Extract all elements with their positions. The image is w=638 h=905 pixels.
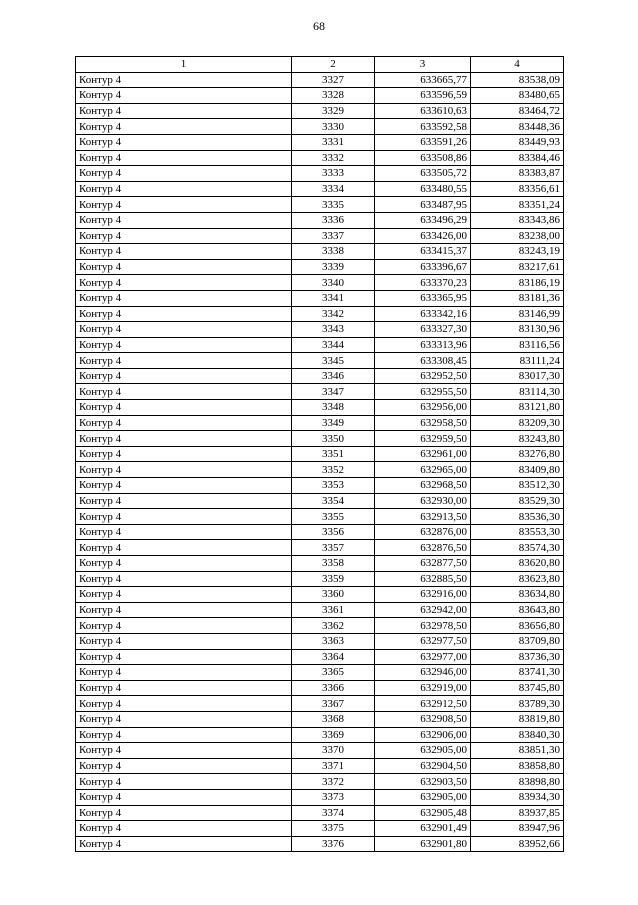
x-coordinate-cell: 632876,00	[375, 524, 471, 540]
table-row	[76, 493, 564, 509]
table-row	[76, 805, 564, 821]
point-number-cell: 3356	[292, 524, 375, 540]
x-coordinate-cell: 632958,50	[375, 415, 471, 431]
y-coordinate-cell: 83130,96	[471, 322, 564, 338]
x-coordinate-cell: 632955,50	[375, 384, 471, 400]
table-row	[76, 431, 564, 447]
contour-name-cell: Контур 4	[76, 836, 292, 852]
contour-name-cell: Контур 4	[76, 789, 292, 805]
table-row	[76, 337, 564, 353]
x-coordinate-cell: 633480,55	[375, 181, 471, 197]
x-coordinate-cell: 632903,50	[375, 774, 471, 790]
x-coordinate-cell: 632905,48	[375, 805, 471, 821]
contour-name-cell: Контур 4	[76, 743, 292, 759]
x-coordinate-cell: 632946,00	[375, 665, 471, 681]
y-coordinate-cell: 83449,93	[471, 134, 564, 150]
y-coordinate-cell: 83343,86	[471, 212, 564, 228]
y-coordinate-cell: 83858,80	[471, 758, 564, 774]
contour-name-cell: Контур 4	[76, 431, 292, 447]
x-coordinate-cell: 632956,00	[375, 400, 471, 416]
x-coordinate-cell: 633415,37	[375, 244, 471, 260]
contour-name-cell: Контур 4	[76, 103, 292, 119]
contour-name-cell: Контур 4	[76, 509, 292, 525]
contour-name-cell: Контур 4	[76, 633, 292, 649]
y-coordinate-cell: 83111,24	[471, 353, 564, 369]
table-header-row	[76, 57, 564, 73]
x-coordinate-cell: 633665,77	[375, 72, 471, 88]
table-row	[76, 602, 564, 618]
point-number-cell: 3330	[292, 119, 375, 135]
x-coordinate-cell: 632904,50	[375, 758, 471, 774]
point-number-cell: 3341	[292, 290, 375, 306]
contour-name-cell: Контур 4	[76, 197, 292, 213]
x-coordinate-cell: 633591,26	[375, 134, 471, 150]
point-number-cell: 3327	[292, 72, 375, 88]
y-coordinate-cell: 83512,30	[471, 478, 564, 494]
point-number-cell: 3357	[292, 540, 375, 556]
contour-name-cell: Контур 4	[76, 680, 292, 696]
x-coordinate-cell: 633496,29	[375, 212, 471, 228]
point-number-cell: 3373	[292, 789, 375, 805]
x-coordinate-cell: 632968,50	[375, 478, 471, 494]
contour-name-cell: Контур 4	[76, 462, 292, 478]
contour-name-cell: Контур 4	[76, 353, 292, 369]
y-coordinate-cell: 83116,56	[471, 337, 564, 353]
table-row	[76, 353, 564, 369]
contour-name-cell: Контур 4	[76, 821, 292, 837]
point-number-cell: 3353	[292, 478, 375, 494]
x-coordinate-cell: 633610,63	[375, 103, 471, 119]
point-number-cell: 3339	[292, 259, 375, 275]
x-coordinate-cell: 632959,50	[375, 431, 471, 447]
x-coordinate-cell: 632942,00	[375, 602, 471, 618]
point-number-cell: 3347	[292, 384, 375, 400]
table-row	[76, 166, 564, 182]
point-number-cell: 3366	[292, 680, 375, 696]
contour-name-cell: Контур 4	[76, 244, 292, 260]
contour-name-cell: Контур 4	[76, 478, 292, 494]
contour-name-cell: Контур 4	[76, 181, 292, 197]
point-number-cell: 3333	[292, 166, 375, 182]
x-coordinate-cell: 633365,95	[375, 290, 471, 306]
x-coordinate-cell: 632877,50	[375, 556, 471, 572]
table-row	[76, 197, 564, 213]
y-coordinate-cell: 83480,65	[471, 88, 564, 104]
y-coordinate-cell: 83741,30	[471, 665, 564, 681]
y-coordinate-cell: 83536,30	[471, 509, 564, 525]
point-number-cell: 3350	[292, 431, 375, 447]
y-coordinate-cell: 83789,30	[471, 696, 564, 712]
contour-name-cell: Контур 4	[76, 540, 292, 556]
contour-name-cell: Контур 4	[76, 774, 292, 790]
x-coordinate-cell: 632978,50	[375, 618, 471, 634]
y-coordinate-cell: 83384,46	[471, 150, 564, 166]
contour-name-cell: Контур 4	[76, 571, 292, 587]
y-coordinate-cell: 83351,24	[471, 197, 564, 213]
table-row	[76, 306, 564, 322]
point-number-cell: 3332	[292, 150, 375, 166]
contour-name-cell: Контур 4	[76, 524, 292, 540]
table-row	[76, 275, 564, 291]
point-number-cell: 3352	[292, 462, 375, 478]
table-row	[76, 509, 564, 525]
table-row	[76, 680, 564, 696]
x-coordinate-cell: 632912,50	[375, 696, 471, 712]
table-row	[76, 789, 564, 805]
table-row	[76, 649, 564, 665]
y-coordinate-cell: 83574,30	[471, 540, 564, 556]
y-coordinate-cell: 83898,80	[471, 774, 564, 790]
point-number-cell: 3331	[292, 134, 375, 150]
x-coordinate-cell: 632977,00	[375, 649, 471, 665]
point-number-cell: 3372	[292, 774, 375, 790]
table-row	[76, 665, 564, 681]
point-number-cell: 3349	[292, 415, 375, 431]
point-number-cell: 3342	[292, 306, 375, 322]
contour-name-cell: Контур 4	[76, 446, 292, 462]
table-row	[76, 290, 564, 306]
y-coordinate-cell: 83947,96	[471, 821, 564, 837]
point-number-cell: 3336	[292, 212, 375, 228]
point-number-cell: 3343	[292, 322, 375, 338]
y-coordinate-cell: 83243,80	[471, 431, 564, 447]
point-number-cell: 3346	[292, 368, 375, 384]
contour-name-cell: Контур 4	[76, 306, 292, 322]
point-number-cell: 3374	[292, 805, 375, 821]
x-coordinate-cell: 633370,23	[375, 275, 471, 291]
x-coordinate-cell: 633596,59	[375, 88, 471, 104]
y-coordinate-cell: 83238,00	[471, 228, 564, 244]
y-coordinate-cell: 83409,80	[471, 462, 564, 478]
table-body	[76, 72, 564, 852]
contour-name-cell: Контур 4	[76, 384, 292, 400]
x-coordinate-cell: 632965,00	[375, 462, 471, 478]
column-header-4: 4	[471, 57, 564, 73]
x-coordinate-cell: 632952,50	[375, 368, 471, 384]
contour-name-cell: Контур 4	[76, 711, 292, 727]
x-coordinate-cell: 633313,96	[375, 337, 471, 353]
point-number-cell: 3351	[292, 446, 375, 462]
y-coordinate-cell: 83553,30	[471, 524, 564, 540]
y-coordinate-cell: 83529,30	[471, 493, 564, 509]
point-number-cell: 3358	[292, 556, 375, 572]
contour-name-cell: Контур 4	[76, 322, 292, 338]
column-header-3: 3	[375, 57, 471, 73]
point-number-cell: 3369	[292, 727, 375, 743]
point-number-cell: 3360	[292, 587, 375, 603]
y-coordinate-cell: 83840,30	[471, 727, 564, 743]
x-coordinate-cell: 633327,30	[375, 322, 471, 338]
point-number-cell: 3362	[292, 618, 375, 634]
y-coordinate-cell: 83538,09	[471, 72, 564, 88]
contour-name-cell: Контур 4	[76, 88, 292, 104]
table-row	[76, 571, 564, 587]
table-row	[76, 400, 564, 416]
table-row	[76, 72, 564, 88]
table-row	[76, 478, 564, 494]
contour-name-cell: Контур 4	[76, 212, 292, 228]
table-row	[76, 368, 564, 384]
contour-name-cell: Контур 4	[76, 665, 292, 681]
y-coordinate-cell: 83383,87	[471, 166, 564, 182]
y-coordinate-cell: 83620,80	[471, 556, 564, 572]
y-coordinate-cell: 83448,36	[471, 119, 564, 135]
y-coordinate-cell: 83656,80	[471, 618, 564, 634]
contour-name-cell: Контур 4	[76, 727, 292, 743]
point-number-cell: 3335	[292, 197, 375, 213]
point-number-cell: 3354	[292, 493, 375, 509]
contour-name-cell: Контур 4	[76, 805, 292, 821]
table-row	[76, 556, 564, 572]
point-number-cell: 3334	[292, 181, 375, 197]
point-number-cell: 3370	[292, 743, 375, 759]
y-coordinate-cell: 83709,80	[471, 633, 564, 649]
y-coordinate-cell: 83643,80	[471, 602, 564, 618]
x-coordinate-cell: 632961,00	[375, 446, 471, 462]
contour-name-cell: Контур 4	[76, 556, 292, 572]
y-coordinate-cell: 83017,30	[471, 368, 564, 384]
contour-name-cell: Контур 4	[76, 368, 292, 384]
point-number-cell: 3364	[292, 649, 375, 665]
y-coordinate-cell: 83464,72	[471, 103, 564, 119]
x-coordinate-cell: 632901,80	[375, 836, 471, 852]
point-number-cell: 3361	[292, 602, 375, 618]
contour-name-cell: Контур 4	[76, 602, 292, 618]
y-coordinate-cell: 83186,19	[471, 275, 564, 291]
y-coordinate-cell: 83934,30	[471, 789, 564, 805]
contour-name-cell: Контур 4	[76, 415, 292, 431]
y-coordinate-cell: 83937,85	[471, 805, 564, 821]
contour-name-cell: Контур 4	[76, 337, 292, 353]
table-row	[76, 524, 564, 540]
contour-name-cell: Контур 4	[76, 400, 292, 416]
y-coordinate-cell: 83114,30	[471, 384, 564, 400]
y-coordinate-cell: 83634,80	[471, 587, 564, 603]
contour-name-cell: Контур 4	[76, 649, 292, 665]
contour-name-cell: Контур 4	[76, 134, 292, 150]
table-row	[76, 119, 564, 135]
point-number-cell: 3365	[292, 665, 375, 681]
table-row	[76, 587, 564, 603]
x-coordinate-cell: 633342,16	[375, 306, 471, 322]
point-number-cell: 3375	[292, 821, 375, 837]
contour-name-cell: Контур 4	[76, 290, 292, 306]
point-number-cell: 3329	[292, 103, 375, 119]
table-row	[76, 88, 564, 104]
point-number-cell: 3344	[292, 337, 375, 353]
table-row	[76, 259, 564, 275]
y-coordinate-cell: 83276,80	[471, 446, 564, 462]
table-row	[76, 540, 564, 556]
y-coordinate-cell: 83181,36	[471, 290, 564, 306]
x-coordinate-cell: 632919,00	[375, 680, 471, 696]
table-row	[76, 462, 564, 478]
table-row	[76, 633, 564, 649]
point-number-cell: 3345	[292, 353, 375, 369]
contour-name-cell: Контур 4	[76, 166, 292, 182]
point-number-cell: 3348	[292, 400, 375, 416]
point-number-cell: 3363	[292, 633, 375, 649]
table-row	[76, 244, 564, 260]
x-coordinate-cell: 632977,50	[375, 633, 471, 649]
contour-name-cell: Контур 4	[76, 758, 292, 774]
point-number-cell: 3371	[292, 758, 375, 774]
table-row	[76, 696, 564, 712]
column-header-1: 1	[76, 57, 292, 73]
contour-name-cell: Контур 4	[76, 259, 292, 275]
contour-name-cell: Контур 4	[76, 72, 292, 88]
table-row	[76, 415, 564, 431]
table-row	[76, 134, 564, 150]
y-coordinate-cell: 83243,19	[471, 244, 564, 260]
column-header-2: 2	[292, 57, 375, 73]
contour-name-cell: Контур 4	[76, 696, 292, 712]
x-coordinate-cell: 633426,00	[375, 228, 471, 244]
contour-name-cell: Контур 4	[76, 587, 292, 603]
table-row	[76, 228, 564, 244]
table-row	[76, 836, 564, 852]
contour-name-cell: Контур 4	[76, 493, 292, 509]
contour-name-cell: Контур 4	[76, 150, 292, 166]
table-row	[76, 821, 564, 837]
contour-name-cell: Контур 4	[76, 119, 292, 135]
x-coordinate-cell: 632876,50	[375, 540, 471, 556]
table-row	[76, 743, 564, 759]
page-number: 68	[313, 19, 325, 33]
point-number-cell: 3376	[292, 836, 375, 852]
point-number-cell: 3367	[292, 696, 375, 712]
x-coordinate-cell: 633592,58	[375, 119, 471, 135]
x-coordinate-cell: 632930,00	[375, 493, 471, 509]
table-row	[76, 181, 564, 197]
y-coordinate-cell: 83851,30	[471, 743, 564, 759]
contour-name-cell: Контур 4	[76, 618, 292, 634]
y-coordinate-cell: 83736,30	[471, 649, 564, 665]
table-row	[76, 322, 564, 338]
x-coordinate-cell: 633505,72	[375, 166, 471, 182]
x-coordinate-cell: 632908,50	[375, 711, 471, 727]
x-coordinate-cell: 633396,67	[375, 259, 471, 275]
point-number-cell: 3359	[292, 571, 375, 587]
y-coordinate-cell: 83623,80	[471, 571, 564, 587]
table-row	[76, 150, 564, 166]
table-row	[76, 618, 564, 634]
contour-name-cell: Контур 4	[76, 228, 292, 244]
point-number-cell: 3355	[292, 509, 375, 525]
point-number-cell: 3337	[292, 228, 375, 244]
y-coordinate-cell: 83146,99	[471, 306, 564, 322]
y-coordinate-cell: 83819,80	[471, 711, 564, 727]
x-coordinate-cell: 632913,50	[375, 509, 471, 525]
y-coordinate-cell: 83121,80	[471, 400, 564, 416]
table-row	[76, 212, 564, 228]
y-coordinate-cell: 83217,61	[471, 259, 564, 275]
x-coordinate-cell: 632906,00	[375, 727, 471, 743]
table-row	[76, 384, 564, 400]
table-row	[76, 103, 564, 119]
point-number-cell: 3338	[292, 244, 375, 260]
contour-name-cell: Контур 4	[76, 275, 292, 291]
table-row	[76, 711, 564, 727]
x-coordinate-cell: 632916,00	[375, 587, 471, 603]
x-coordinate-cell: 633487,95	[375, 197, 471, 213]
y-coordinate-cell: 83952,66	[471, 836, 564, 852]
y-coordinate-cell: 83356,61	[471, 181, 564, 197]
y-coordinate-cell: 83209,30	[471, 415, 564, 431]
point-number-cell: 3368	[292, 711, 375, 727]
x-coordinate-cell: 632905,00	[375, 789, 471, 805]
x-coordinate-cell: 632885,50	[375, 571, 471, 587]
point-number-cell: 3328	[292, 88, 375, 104]
y-coordinate-cell: 83745,80	[471, 680, 564, 696]
x-coordinate-cell: 632901,49	[375, 821, 471, 837]
table-row	[76, 758, 564, 774]
x-coordinate-cell: 633508,86	[375, 150, 471, 166]
table-row	[76, 727, 564, 743]
table-row	[76, 446, 564, 462]
coordinates-table	[75, 56, 564, 852]
x-coordinate-cell: 633308,45	[375, 353, 471, 369]
table-row	[76, 774, 564, 790]
point-number-cell: 3340	[292, 275, 375, 291]
x-coordinate-cell: 632905,00	[375, 743, 471, 759]
